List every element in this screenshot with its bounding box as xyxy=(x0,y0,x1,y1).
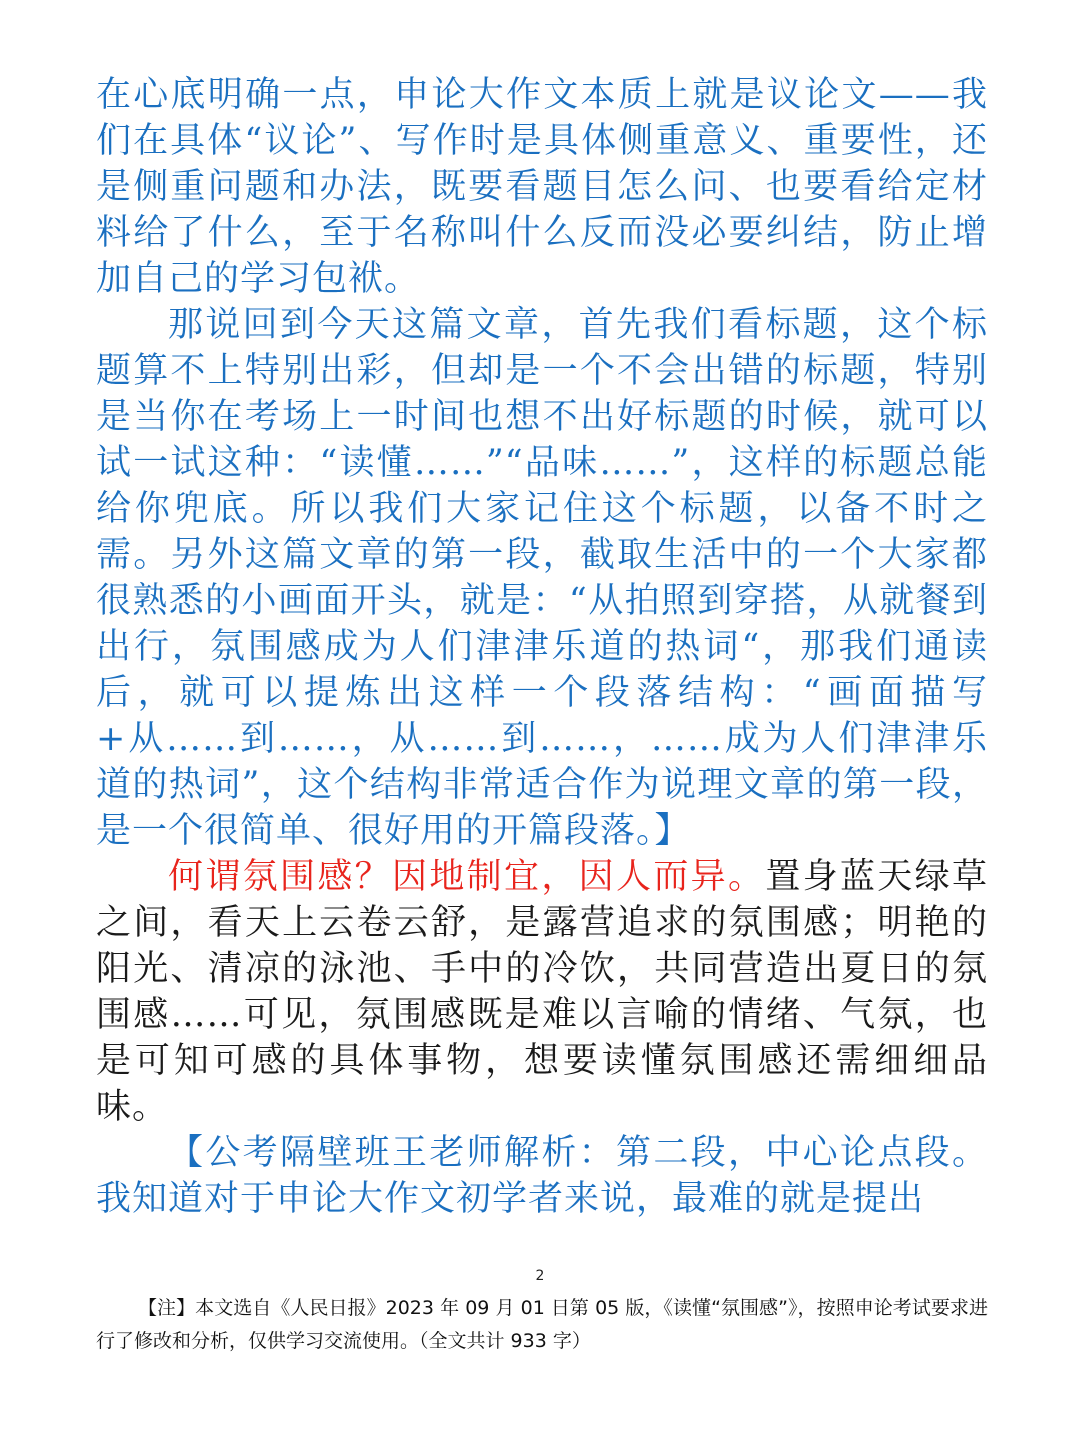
document-body xyxy=(96,72,988,1222)
source-note: 【注】本文选自《人民日报》2023 年 09 月 01 日第 05 版，《读懂“氛围感”》，按照申论考试要求进行了修改和分析，仅供学习交流使用。（全文共计 933 字） xyxy=(96,1297,988,1352)
analysis-paragraph-title-and-opening: 那说回到今天这篇文章，首先我们看标题，这个标题算不上特别出彩，但却是一个不会出错的标题，特别是当你在考场上一时间也想不出好标题的时候，就可以试一试这种：“读懂……”“品味……”，这样的标题总能给你兜底。所以我们大家记住这个标题，以备不时之需。另外这篇文章的第一段，截取生活中的一个大家都很熟悉的小画面开头，就是：“从拍照到穿搭，从就餐到出行，氛围感成为人们津津乐道的热词“，那我们通读后，就可以提炼出这样一个段落结构：“画面描写+从……到……，从……到……，……成为人们津津乐道的热词”，这个结构非常适合作为说理文章的第一段，是一个很简单、很好用的开篇段落。】 xyxy=(96,305,988,851)
analysis-paragraph-second-section: 【公考隔壁班王老师解析：第二段，中心论点段。我知道对于申论大作文初学者来说，最难的就是提出 xyxy=(96,1133,988,1219)
central-thesis-highlight: 何谓氛围感？因地制宜，因人而异。 xyxy=(168,857,766,897)
page-number: 2 xyxy=(535,1268,545,1284)
article-paragraph-2-body: 置身蓝天绿草之间，看天上云卷云舒，是露营追求的氛围感；明艳的阳光、清凉的泳池、手中的冷饮，共同营造出夏日的氛围感……可见，氛围感既是难以言喻的情绪、气氛，也是可知可感的具体事物，想要读懂氛围感还需细细品味。 xyxy=(96,857,988,1127)
article-paragraph-2 xyxy=(96,854,988,1130)
analysis-paragraph-continued: 在心底明确一点，申论大作文本质上就是议论文——我们在具体“议论”、写作时是具体侧重意义、重要性，还是侧重问题和办法，既要看题目怎么问、也要看给定材料给了什么，至于名称叫什么反而没必要纠结，防止增加自己的学习包袱。 xyxy=(96,75,988,299)
